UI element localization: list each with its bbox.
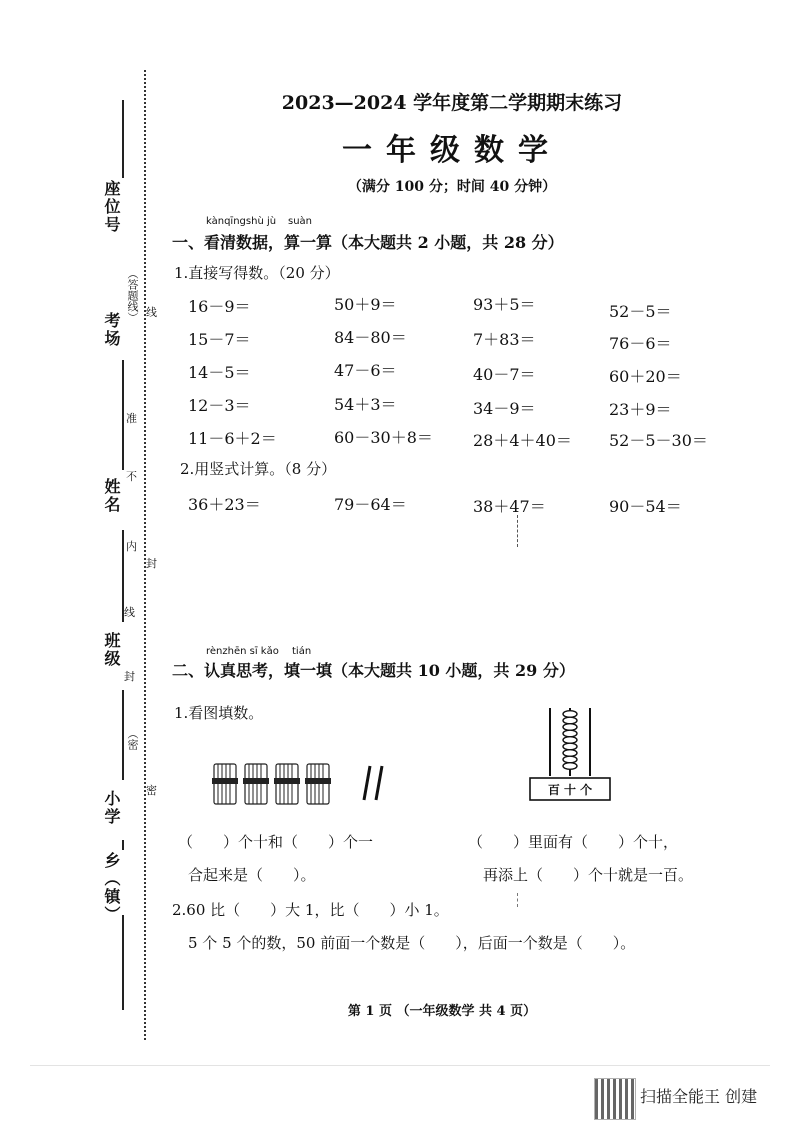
watermark-text: 扫描全能王 创建 bbox=[640, 1087, 758, 1106]
stick-bundle bbox=[243, 764, 269, 804]
problem: 34－9＝ bbox=[473, 399, 536, 418]
warning-mi: （密 bbox=[126, 728, 139, 750]
class-label: 班级 bbox=[102, 632, 121, 668]
problem: 93＋5＝ bbox=[473, 295, 536, 314]
town-line bbox=[122, 915, 124, 1010]
section2-pinyin-1: rènzhēn sī kǎo bbox=[206, 646, 279, 657]
stick-bundle bbox=[305, 764, 331, 804]
school-label: 小学 bbox=[102, 790, 121, 826]
problem: 60－30＋8＝ bbox=[334, 428, 433, 447]
seat-no-label: 座位号 bbox=[102, 180, 121, 234]
page-footer: 第 1 页 （一年级数学 共 4 页） bbox=[347, 1004, 537, 1019]
problem: 23＋9＝ bbox=[609, 400, 672, 419]
scan-divider bbox=[30, 1065, 770, 1066]
problem: 7＋83＝ bbox=[473, 330, 536, 349]
fill-abacus-line2: 再添上（ ）个十就是一百。 bbox=[483, 866, 694, 884]
problem: 50＋9＝ bbox=[334, 295, 397, 314]
problem: 15－7＝ bbox=[188, 330, 251, 349]
warning-line-mark: 线 bbox=[146, 306, 157, 319]
warning-feng: 封 bbox=[146, 557, 157, 570]
fill-abacus-line1: （ ）里面有（ ）个十， bbox=[468, 833, 679, 851]
problem: 11－6＋2＝ bbox=[188, 429, 277, 448]
problem: 40－7＝ bbox=[473, 365, 536, 384]
section1-pinyin-2: suàn bbox=[288, 216, 313, 227]
problem: 60＋20＝ bbox=[609, 367, 682, 386]
problem: 16－9＝ bbox=[188, 297, 251, 316]
scan-mark bbox=[517, 515, 518, 547]
single-stick bbox=[364, 766, 370, 800]
scan-mark-2 bbox=[517, 893, 518, 907]
year-title: 2023—2024 学年度第二学期期末练习 bbox=[281, 92, 623, 114]
fill-sticks-line1: （ ）个十和（ ）个一 bbox=[178, 833, 374, 851]
town-label: 乡（镇） bbox=[102, 852, 121, 924]
problem: 90－54＝ bbox=[609, 497, 682, 516]
section1-q1-title: 1.直接写得数。（20 分） bbox=[174, 264, 340, 282]
problem: 52－5＝ bbox=[609, 302, 672, 321]
single-stick bbox=[376, 766, 382, 800]
warning-xian: 线 bbox=[124, 606, 135, 619]
problem: 28＋4＋40＝ bbox=[473, 431, 572, 450]
name-label: 姓名 bbox=[102, 478, 121, 514]
warning-answer-line: （答题线） bbox=[126, 268, 139, 323]
problem: 52－5－30＝ bbox=[609, 431, 708, 450]
section1-q2-title: 2.用竖式计算。（8 分） bbox=[180, 460, 337, 478]
problem: 12－3＝ bbox=[188, 396, 251, 415]
problem: 84－80＝ bbox=[334, 328, 407, 347]
section2-q1-title: 1.看图填数。 bbox=[174, 704, 264, 722]
score-note: （满分 100 分；时间 40 分钟） bbox=[347, 179, 557, 195]
section1-title: 一、看清数据，算一算（本大题共 2 小题，共 28 分） bbox=[172, 233, 564, 252]
problem: 54＋3＝ bbox=[334, 395, 397, 414]
stick-bundle bbox=[274, 764, 300, 804]
warning-zhun: 准 bbox=[126, 412, 137, 425]
section1-pinyin-1: kànqīngshù jù bbox=[206, 216, 277, 227]
problem: 14－5＝ bbox=[188, 363, 251, 382]
section2-pinyin-2: tián bbox=[292, 646, 312, 657]
section2-q2: 2.60 比（ ）大 1，比（ ）小 1。 bbox=[172, 901, 449, 919]
fill-sticks-line2: 合起来是（ ）。 bbox=[188, 866, 316, 884]
warning-mi2: 密 bbox=[146, 784, 157, 797]
qr-code-icon bbox=[594, 1078, 636, 1120]
problem: 47－6＝ bbox=[334, 361, 397, 380]
warning-nei: 内 bbox=[126, 540, 137, 553]
exam-room-line bbox=[122, 360, 124, 470]
stick-bundles-image bbox=[210, 760, 390, 810]
problem: 79－64＝ bbox=[334, 495, 407, 514]
subject-title: 一年级数学 bbox=[342, 133, 562, 168]
warning-bu: 不 bbox=[126, 470, 137, 483]
section2-title: 二、认真思考，填一填（本大题共 10 小题，共 29 分） bbox=[172, 661, 575, 680]
school-line bbox=[122, 840, 124, 850]
section2-q3: 5 个 5 个的数，50 前面一个数是（ ），后面一个数是（ ）。 bbox=[188, 934, 636, 952]
problem: 36＋23＝ bbox=[188, 495, 261, 514]
abacus-label: 百 十 个 bbox=[547, 783, 593, 797]
exam-room-label: 考场 bbox=[102, 312, 121, 348]
warning-feng2: 封 bbox=[124, 670, 135, 683]
stick-bundle bbox=[212, 764, 238, 804]
problem: 38＋47＝ bbox=[473, 497, 546, 516]
problem: 76－6＝ bbox=[609, 334, 672, 353]
abacus-beads bbox=[563, 711, 577, 770]
